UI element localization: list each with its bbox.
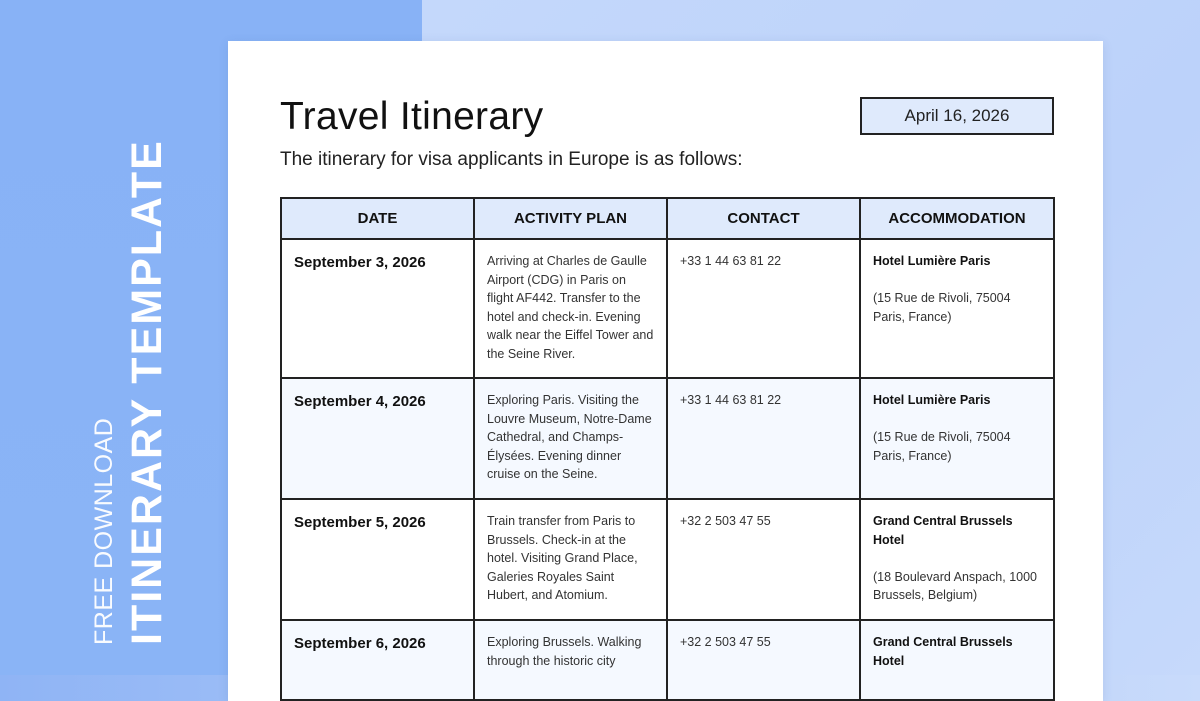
header-contact: CONTACT: [667, 198, 860, 239]
row-activity: Exploring Brussels. Walking through the historic city: [474, 620, 667, 700]
hotel-address: (15 Rue de Rivoli, 75004 Paris, France): [873, 430, 1011, 463]
table-header-row: [281, 198, 1054, 239]
row-date: September 6, 2026: [281, 620, 474, 700]
row-activity: Train transfer from Paris to Brussels. Check-in at the hotel. Visiting Grand Place, Galeries Royales Saint Hubert, and Atomium.: [474, 499, 667, 620]
row-date: September 5, 2026: [281, 499, 474, 620]
row-activity: Exploring Paris. Visiting the Louvre Museum, Notre-Dame Cathedral, and Champs-Élysées. Evening dinner cruise on the Seine.: [474, 378, 667, 499]
hotel-name: Hotel Lumière Paris: [873, 393, 991, 407]
row-date: September 3, 2026: [281, 239, 474, 378]
row-accommodation: [860, 620, 1054, 700]
side-banner: [86, 0, 226, 645]
table-row: [281, 378, 1054, 499]
header-date: DATE: [281, 198, 474, 239]
itinerary-table: [280, 197, 1055, 701]
hotel-name: Grand Central Brussels Hotel: [873, 635, 1013, 668]
document-date: April 16, 2026: [904, 106, 1010, 125]
row-accommodation: [860, 499, 1054, 620]
header-activity-plan: ACTIVITY PLAN: [474, 198, 667, 239]
hotel-name: Hotel Lumière Paris: [873, 254, 991, 268]
hotel-address: (18 Boulevard Anspach, 1000 Brussels, Belgium): [873, 569, 1038, 603]
row-contact: +33 1 44 63 81 22: [667, 378, 860, 499]
row-accommodation: [860, 239, 1054, 378]
hotel-name: Grand Central Brussels Hotel: [873, 514, 1013, 547]
header-accommodation: ACCOMMODATION: [860, 198, 1054, 239]
itinerary-document: [228, 41, 1103, 701]
row-contact: +32 2 503 47 55: [667, 620, 860, 700]
side-banner-subtitle: FREE DOWNLOAD: [90, 417, 118, 645]
row-date: September 4, 2026: [281, 378, 474, 499]
table-row: [281, 620, 1054, 700]
row-contact: +33 1 44 63 81 22: [667, 239, 860, 378]
document-title: Travel Itinerary: [280, 95, 544, 138]
document-date-box: [860, 97, 1054, 135]
side-banner-title: ITINERARY TEMPLATE: [123, 139, 171, 645]
row-activity: Arriving at Charles de Gaulle Airport (CDG) in Paris on flight AF442. Transfer to the hotel and check-in. Evening walk near the Eiffel Tower and the Seine River.: [474, 239, 667, 378]
row-accommodation: [860, 378, 1054, 499]
table-row: [281, 499, 1054, 620]
row-contact: +32 2 503 47 55: [667, 499, 860, 620]
document-subtitle: The itinerary for visa applicants in Europe is as follows:: [280, 149, 743, 170]
table-row: [281, 239, 1054, 378]
hotel-address: (15 Rue de Rivoli, 75004 Paris, France): [873, 291, 1011, 324]
